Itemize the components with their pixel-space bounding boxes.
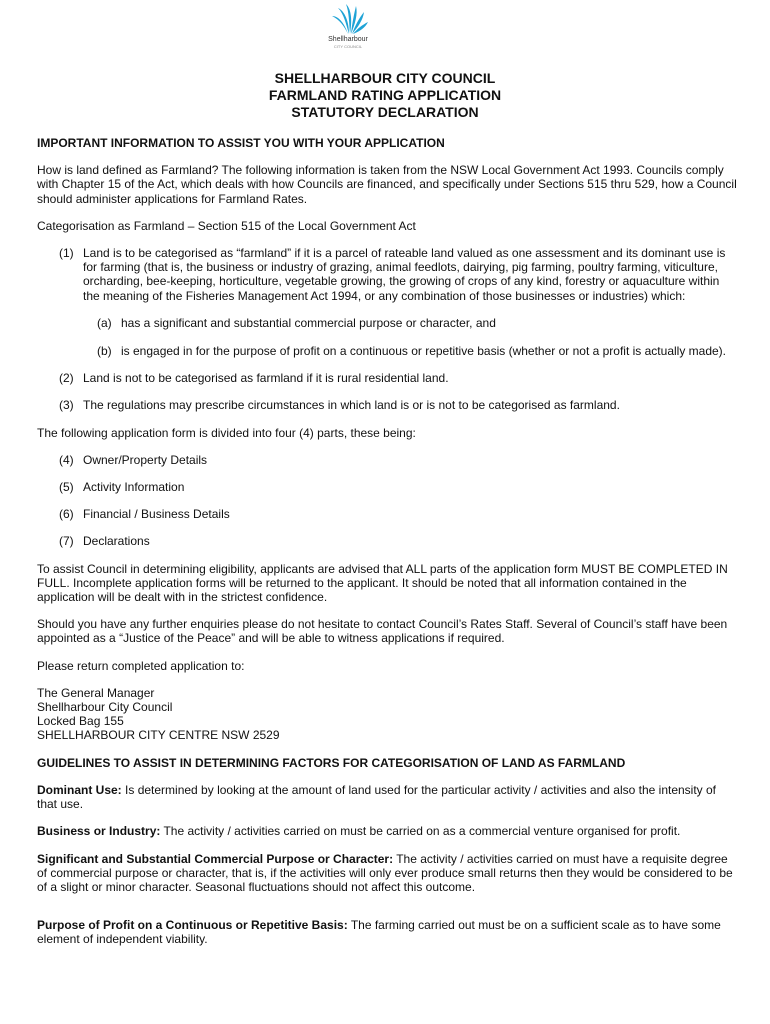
- sub-item-a: [97, 316, 737, 330]
- part-item-4: [59, 453, 737, 467]
- term-label: Significant and Substantial Commercial Purpose or Character:: [37, 851, 394, 866]
- return-address: [37, 686, 737, 743]
- enquiries-paragraph: Should you have any further enquiries please do not hesitate to contact Council’s Rates Staff. Several of Council’s staff have been appointed as a “Justice of the Peace” and will be able to witness applications if required.: [37, 617, 728, 646]
- list-item-3: [59, 398, 737, 412]
- list-number: (6): [59, 507, 74, 522]
- title-line-3: STATUTORY DECLARATION: [291, 104, 479, 120]
- logo-name: Shellharbour: [328, 36, 368, 43]
- parts-intro: The following application form is divided into four (4) parts, these being:: [37, 425, 416, 440]
- list-text: Land is not to be categorised as farmland if it is rural residential land.: [83, 371, 449, 386]
- council-logo: [318, 2, 378, 54]
- guidelines-heading: GUIDELINES TO ASSIST IN DETERMINING FACTORS FOR CATEGORISATION OF LAND AS FARMLAND: [37, 755, 626, 770]
- list-number: (2): [59, 371, 74, 386]
- list-number: (4): [59, 452, 74, 467]
- list-text: Activity Information: [83, 480, 185, 495]
- significant-paragraph: [37, 852, 737, 895]
- list-text: Declarations: [83, 534, 150, 549]
- document-title: [0, 70, 770, 121]
- term-text: The activity / activities carried on must have a requisite degree of commercial purpose or character, that is, if the activities will only ever produce small returns then they would be considered to be of a slight or minor character. Seasonal fluctuations should not affect this outcome.: [37, 851, 733, 894]
- list-text: The regulations may prescribe circumstances in which land is or is not to be categorised as farmland.: [83, 398, 620, 413]
- address-line: Locked Bag 155: [37, 714, 124, 729]
- term-text: The farming carried out must be on a sufficient scale as to have some element of independent viability.: [37, 918, 721, 947]
- list-number: (a): [97, 315, 112, 330]
- profit-paragraph: [37, 918, 737, 946]
- list-text: is engaged in for the purpose of profit on a continuous or repetitive basis (whether or not a profit is actually made).: [121, 344, 727, 359]
- title-line-1: SHELLHARBOUR CITY COUNCIL: [274, 70, 496, 86]
- list-number: (7): [59, 534, 74, 549]
- address-line: SHELLHARBOUR CITY CENTRE NSW 2529: [37, 728, 280, 743]
- term-label: Business or Industry:: [37, 824, 161, 839]
- list-number: (1): [59, 246, 74, 261]
- part-item-6: [59, 507, 737, 521]
- title-line-2: FARMLAND RATING APPLICATION: [268, 87, 502, 103]
- list-number: (b): [97, 344, 112, 359]
- list-item-1: [59, 246, 737, 303]
- list-text: has a significant and substantial commercial purpose or character, and: [121, 315, 496, 330]
- part-item-5: [59, 480, 737, 494]
- business-paragraph: [37, 824, 737, 838]
- list-number: (3): [59, 398, 74, 413]
- term-text: Is determined by looking at the amount of land used for the particular activity / activities and also the intensity of that use.: [37, 782, 717, 812]
- section-heading: Categorisation as Farmland – Section 515 of the Local Government Act: [37, 218, 416, 233]
- wave-logo-icon: [318, 2, 378, 36]
- list-text: Owner/Property Details: [83, 452, 208, 467]
- address-line: Shellharbour City Council: [37, 700, 173, 715]
- logo-subtext: CITY COUNCIL: [333, 44, 363, 49]
- assist-paragraph: To assist Council in determining eligibility, applicants are advised that ALL parts of the application form MUST BE COMPLETED IN FULL. Incomplete application forms will be returned to the applicant. It should be noted that all information contained in the application will be dealt with in the strictest confidence.: [37, 561, 728, 605]
- list-text: Land is to be categorised as “farmland” if it is a parcel of rateable land valued as one assessment and its dominant use is for farming (that is, the business or industry of grazing, animal feedlots, dairying, pig farming, poultry farming, viticulture, orcharding, bee-keeping, horticulture, vegetable growing, the growing of crops of any kind, forestry or aquaculture within the meaning of the Fisheries Management Act 1994, or any combination of those businesses or industries) which:: [83, 246, 726, 303]
- intro-paragraph: How is land defined as Farmland? The following information is taken from the NSW Local Government Act 1993. Councils comply with Chapter 15 of the Act, which deals with how Councils are financed, and specifically under Sections 515 thru 529, how a Council should administer applications for Farmland Rates.: [37, 163, 737, 206]
- term-label: Dominant Use:: [37, 782, 122, 797]
- dominant-use-paragraph: [37, 783, 737, 811]
- document-body: [37, 136, 737, 947]
- list-text: Financial / Business Details: [83, 507, 230, 522]
- return-paragraph: Please return completed application to:: [37, 658, 245, 673]
- term-label: Purpose of Profit on a Continuous or Repetitive Basis:: [37, 918, 348, 933]
- part-item-7: [59, 534, 737, 548]
- address-line: The General Manager: [37, 685, 155, 700]
- list-number: (5): [59, 480, 74, 495]
- term-text: The activity / activities carried on must be carried on as a commercial venture organised for profit.: [160, 824, 681, 839]
- important-heading: IMPORTANT INFORMATION TO ASSIST YOU WITH YOUR APPLICATION: [37, 136, 445, 150]
- list-item-2: [59, 371, 737, 385]
- sub-item-b: [97, 344, 737, 358]
